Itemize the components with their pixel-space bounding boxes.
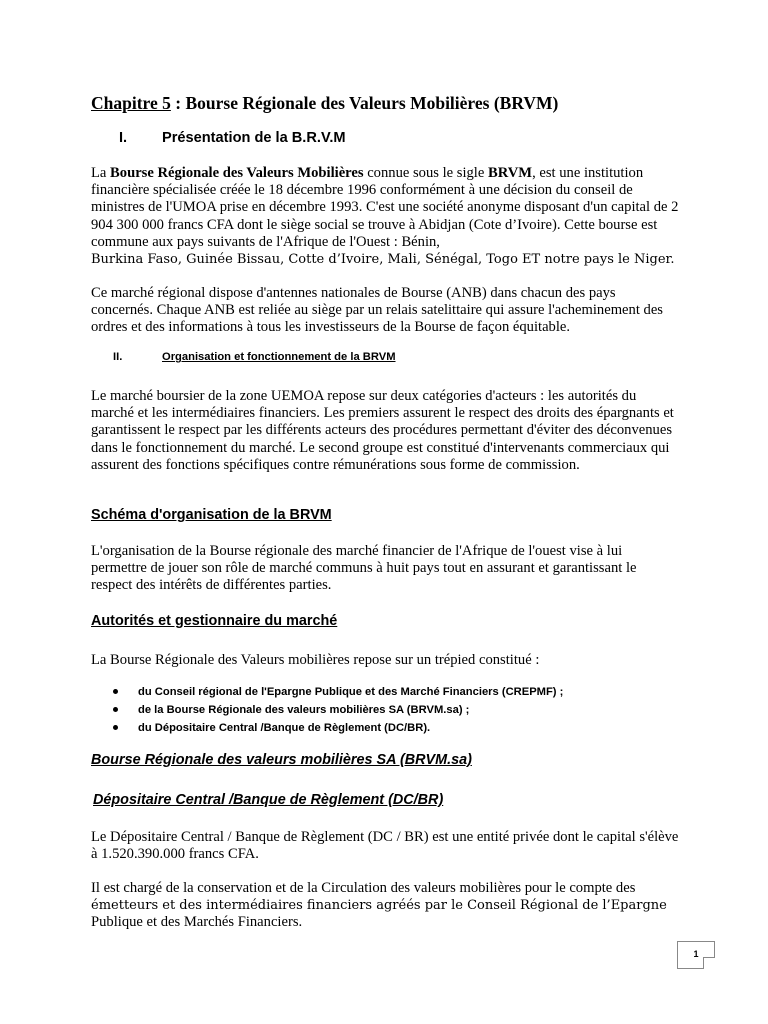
para7-line-2: émetteurs et des intermédiaires financiers agréés par le Conseil Régional de l’Epargne: [91, 898, 667, 914]
paragraph-organisation: L'organisation de la Bourse régionale des marché financier de l'Afrique de l'ouest vise à lui permettre de jouer son rôle de marché communs à huit pays tout en assurant et garantissant le respect des intérêts de différentes parties.: [91, 543, 637, 594]
para1-text-3: , est une institution financière spécialisée créée le 18 décembre 1996 conformément à une décision du conseil de ministres de l'UMOA prise en décembre 1993. C'est une société anonyme disposant d'un capital de 2 904 300 000 francs CFA dont le siège social se trouve à Abidjan (Cote d’Ivoire). Cette bourse est commune aux pays suivants de l'Afrique de l'Ouest : Bénin,: [91, 165, 679, 250]
para1-text-1: La: [91, 165, 111, 181]
para1-text-2: connue sous le sigle: [363, 165, 488, 181]
section-number-2: II.: [113, 351, 123, 363]
paragraph-presentation: [91, 165, 681, 268]
subheading-schema: Schéma d'organisation de la BRVM: [91, 507, 332, 523]
list-item-text: de la Bourse Régionale des valeurs mobilières SA (BRVM.sa) ;: [138, 704, 470, 716]
chapter-label: Chapitre 5: [91, 93, 171, 113]
para7-line-3: Publique et des Marchés Financiers.: [91, 914, 303, 931]
page-number-box: [677, 941, 715, 969]
bullet-list: [113, 683, 673, 737]
subheading-authorities: Autorités et gestionnaire du marché: [91, 613, 338, 629]
list-item: [113, 719, 673, 737]
section-title-1: Présentation de la B.R.V.M: [162, 130, 346, 146]
chapter-title-text: : Bourse Régionale des Valeurs Mobilières (BRVM): [170, 93, 559, 113]
paragraph-actors: Le marché boursier de la zone UEMOA repose sur deux catégories d'acteurs : les autorités du marché et les intermédiaires financiers. Les premiers assurent le respect des droits des épargnants et garantissent le respect par les différents acteurs des procédures permettant d'éviter des déconvenues dans le fonctionnement du marché. Le second groupe est constitué d'intervenants commerciaux qui assurent des fonctions spécifiques contre rémunérations sous forme de commission.: [91, 388, 674, 473]
para1-bold-acronym: BRVM: [487, 165, 533, 181]
para1-country-list: Burkina Faso, Guinée Bissau, Cotte d’Ivoire, Mali, Sénégal, Togo ET notre pays le Niger.: [91, 252, 675, 268]
list-item-text: du Conseil régional de l'Epargne Publique et des Marché Financiers (CREPMF) ;: [138, 686, 564, 698]
chapter-title: [91, 93, 681, 113]
section-number-1: I.: [119, 130, 128, 146]
paragraph-antennas: Ce marché régional dispose d'antennes nationales de Bourse (ANB) dans chacun des pays concernés. Chaque ANB est reliée au siège par un relais satelittaire qui assure l'acheminement des ordres et des informations à tous les investisseurs de la Bourse de façon équitable.: [91, 285, 663, 336]
page-number: 1: [693, 949, 699, 959]
page-curl-icon: [703, 957, 715, 969]
section-title-2: Organisation et fonctionnement de la BRVM: [162, 351, 396, 363]
list-item: [113, 683, 673, 701]
para7-line-1: Il est chargé de la conservation et de la Circulation des valeurs mobilières pour le compte des: [91, 880, 636, 896]
paragraph-trepied: La Bourse Régionale des Valeurs mobilières repose sur un trépied constitué :: [91, 652, 540, 668]
bullet-icon: [113, 707, 118, 712]
paragraph-dc-br-capital: Le Dépositaire Central / Banque de Règlement (DC / BR) est une entité privée dont le capital s'élève à 1.520.390.000 francs CFA.: [91, 829, 679, 863]
bullet-icon: [113, 689, 118, 694]
list-item: [113, 701, 673, 719]
para1-bold-name: Bourse Régionale des Valeurs Mobilières: [110, 165, 364, 181]
list-item-text: du Dépositaire Central /Banque de Règlement (DC/BR).: [138, 722, 431, 734]
bullet-icon: [113, 725, 118, 730]
subheading-brvm-sa: Bourse Régionale des valeurs mobilières SA (BRVM.sa): [91, 752, 472, 768]
paragraph-dc-br-role: [91, 880, 681, 932]
subheading-dc-br: Dépositaire Central /Banque de Règlement (DC/BR): [93, 792, 444, 808]
